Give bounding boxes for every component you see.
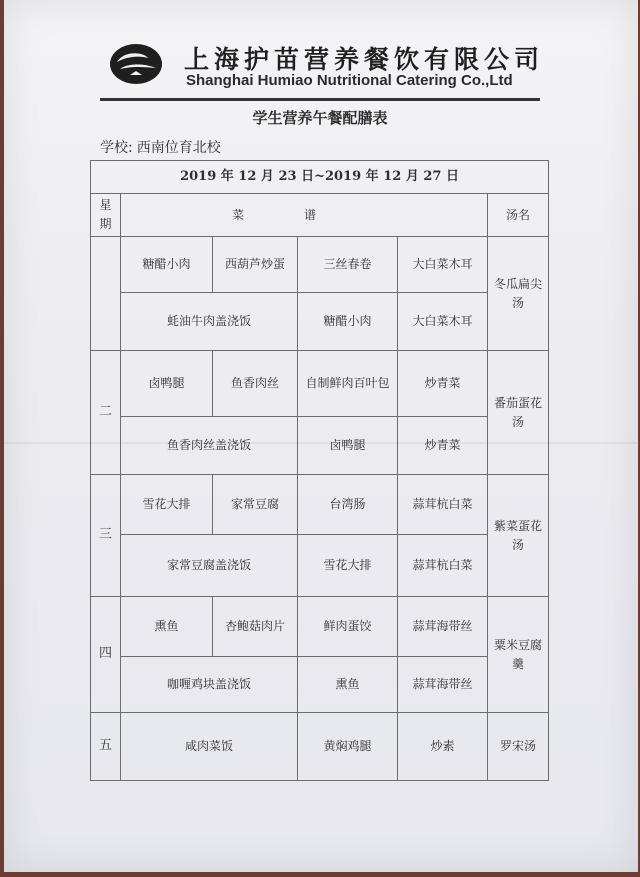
- rice-bowl-cell: 咸肉菜饭: [121, 713, 298, 781]
- dish-cell: 大白菜木耳: [398, 293, 488, 351]
- company-logo: [108, 42, 168, 86]
- dish-cell: 蒜茸海带丝: [398, 657, 488, 713]
- dish-cell: 蒜茸海带丝: [398, 597, 488, 657]
- rice-bowl-cell: 咖喱鸡块盖浇饭: [121, 657, 298, 713]
- dish-cell: 炒青菜: [398, 351, 488, 417]
- header-soup: 汤名: [488, 194, 549, 237]
- dish-cell: 西葫芦炒蛋: [213, 237, 298, 293]
- school-label: 学校:: [100, 140, 133, 156]
- dish-cell: 黄焖鸡腿: [298, 713, 398, 781]
- school-name: 西南位育北校: [136, 140, 221, 156]
- school-line: [100, 137, 225, 157]
- rice-bowl-cell: 家常豆腐盖浇饭: [121, 535, 298, 597]
- header-recipe-text: 菜谱: [231, 207, 376, 222]
- rice-bowl-cell: 蚝油牛肉盖浇饭: [121, 293, 298, 351]
- dish-cell: 雪花大排: [298, 535, 398, 597]
- dish-cell: 糖醋小肉: [121, 237, 213, 293]
- day-label: [91, 237, 121, 351]
- dish-cell: 卤鸭腿: [121, 351, 213, 417]
- header-day: 星期: [91, 194, 121, 237]
- company-name-en: Shanghai Humiao Nutritional Catering Co.,Ltd: [186, 72, 513, 89]
- dish-cell: 卤鸭腿: [298, 417, 398, 475]
- dish-cell: 台湾肠: [298, 475, 398, 535]
- dish-cell: 大白菜木耳: [398, 237, 488, 293]
- dish-cell: 杏鲍菇肉片: [213, 597, 298, 657]
- soup-cell: 冬瓜扁尖汤: [488, 237, 549, 351]
- dish-cell: 雪花大排: [121, 475, 213, 535]
- day-label: 二: [91, 351, 121, 475]
- date-range: 2019 年 12 月 23 日~2019 年 12 月 27 日: [91, 161, 549, 194]
- company-name-cn: 上海护苗营养餐饮有限公司: [184, 45, 545, 74]
- soup-cell: 紫菜蛋花汤: [488, 475, 549, 597]
- dish-cell: 熏鱼: [121, 597, 213, 657]
- header-recipe: [121, 194, 488, 237]
- dish-cell: 鲜肉蛋饺: [298, 597, 398, 657]
- dish-cell: 三丝春卷: [298, 237, 398, 293]
- dish-cell: 蒜茸杭白菜: [398, 535, 488, 597]
- dish-cell: 糖醋小肉: [298, 293, 398, 351]
- dish-cell: 家常豆腐: [213, 475, 298, 535]
- day-label: 五: [91, 713, 121, 781]
- dish-cell: 自制鲜肉百叶包: [298, 351, 398, 417]
- dish-cell: 鱼香肉丝: [213, 351, 298, 417]
- soup-cell: 番茄蛋花汤: [488, 351, 549, 475]
- dish-cell: 炒素: [398, 713, 488, 781]
- dish-cell: 熏鱼: [298, 657, 398, 713]
- day-label: 四: [91, 597, 121, 713]
- header-rule: [100, 98, 540, 101]
- rice-bowl-cell: 鱼香肉丝盖浇饭: [121, 417, 298, 475]
- document-title: 学生营养午餐配膳表: [252, 109, 388, 127]
- soup-cell: 罗宋汤: [488, 713, 549, 781]
- dish-cell: 炒青菜: [398, 417, 488, 475]
- soup-cell: 粟米豆腐羹: [488, 597, 549, 713]
- day-label: 三: [91, 475, 121, 597]
- menu-table: [90, 160, 549, 781]
- dish-cell: 蒜茸杭白菜: [398, 475, 488, 535]
